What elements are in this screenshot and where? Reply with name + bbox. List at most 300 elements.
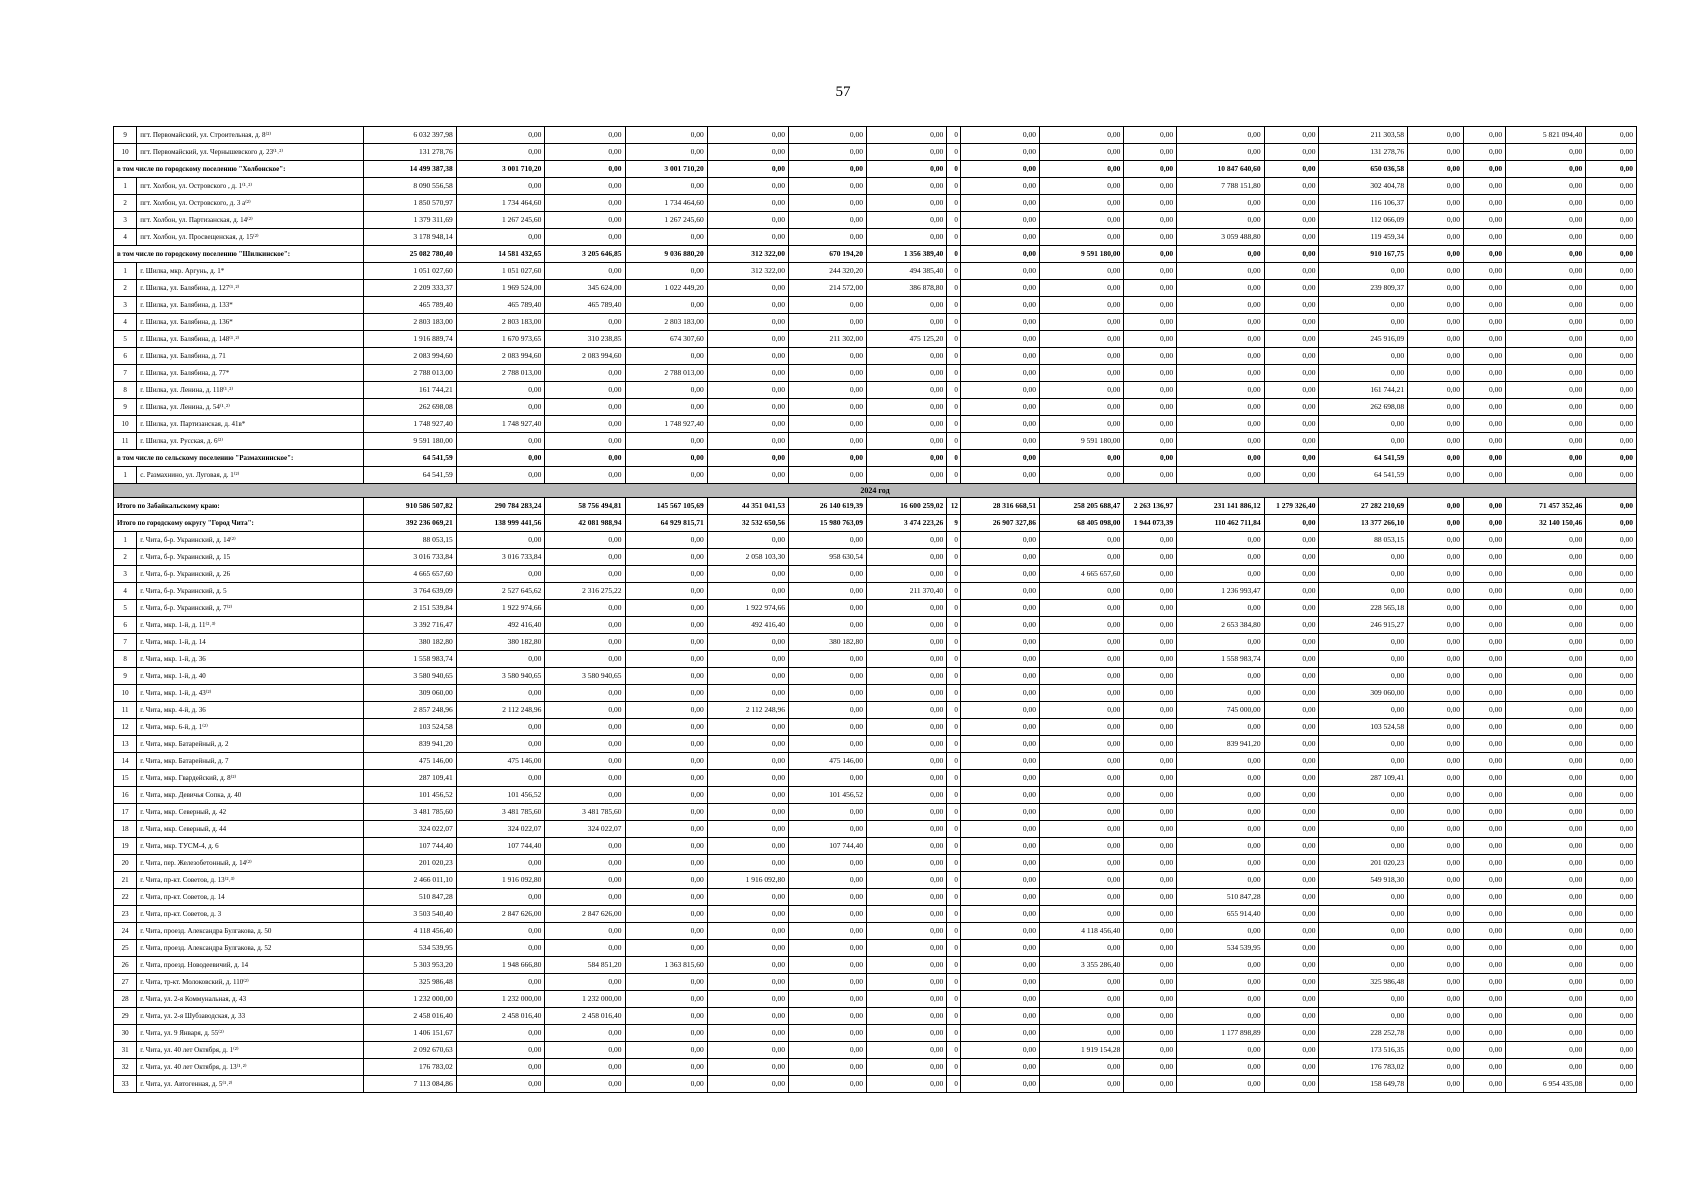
value-cell: 239 809,37	[1319, 280, 1408, 297]
value-cell: 0,00	[545, 940, 625, 957]
value-cell: 0,00	[545, 1025, 625, 1042]
value-cell: 0,00	[1463, 685, 1505, 702]
value-cell: 0,00	[545, 770, 625, 787]
value-cell: 0,00	[960, 450, 1039, 467]
value-cell: 324 022,07	[363, 821, 456, 838]
value-cell: 0,00	[1506, 263, 1586, 280]
value-cell: 0,00	[1264, 532, 1319, 549]
value-cell: 302 404,78	[1319, 178, 1408, 195]
value-cell: 0,00	[867, 923, 947, 940]
value-cell: 0,00	[1408, 838, 1464, 855]
value-cell: 0,00	[1463, 161, 1505, 178]
value-cell: 510 847,28	[363, 889, 456, 906]
subtotal-label: в том числе по городскому поселению "Холбонское":	[114, 161, 364, 178]
value-cell: 0,00	[1039, 331, 1123, 348]
value-cell: 0,00	[707, 331, 788, 348]
table-row	[114, 736, 1637, 753]
value-cell: 0,00	[1408, 161, 1464, 178]
value-cell: 0,00	[788, 433, 866, 450]
value-cell: 1 363 815,60	[625, 957, 707, 974]
value-cell: 0,00	[1124, 280, 1177, 297]
value-cell: 0,00	[1586, 195, 1637, 212]
address-cell: г. Чита, б-р. Украинский, д. 5	[137, 583, 364, 600]
value-cell: 310 238,85	[545, 331, 625, 348]
value-cell: 0,00	[707, 416, 788, 433]
value-cell: 0,00	[1319, 549, 1408, 566]
value-cell: 0,00	[1039, 787, 1123, 804]
value-cell: 0,00	[1177, 957, 1265, 974]
value-cell: 158 649,78	[1319, 1076, 1408, 1093]
value-cell: 0,00	[1408, 1059, 1464, 1076]
value-cell: 0,00	[1264, 1059, 1319, 1076]
address-cell: г. Чита, мкр. Северный, д. 44	[137, 821, 364, 838]
table-row	[114, 702, 1637, 719]
value-cell: 0,00	[1124, 753, 1177, 770]
value-cell: 0,00	[545, 736, 625, 753]
value-cell: 0,00	[1408, 991, 1464, 1008]
value-cell: 0,00	[1463, 566, 1505, 583]
value-cell: 0,00	[1124, 583, 1177, 600]
value-cell: 0	[947, 314, 961, 331]
table-row	[114, 144, 1637, 161]
value-cell: 2 112 248,96	[456, 702, 545, 719]
value-cell: 0,00	[1408, 1076, 1464, 1093]
value-cell: 0,00	[1408, 1008, 1464, 1025]
value-cell: 3 764 639,09	[363, 583, 456, 600]
table-row	[114, 770, 1637, 787]
value-cell: 0	[947, 770, 961, 787]
value-cell: 0,00	[788, 212, 866, 229]
year-label: 2024 год	[114, 484, 1637, 498]
value-cell: 0,00	[1124, 416, 1177, 433]
value-cell: 0,00	[1463, 532, 1505, 549]
value-cell: 0,00	[1506, 991, 1586, 1008]
value-cell: 0,00	[788, 668, 866, 685]
value-cell: 0,00	[1264, 348, 1319, 365]
value-cell: 0,00	[1463, 838, 1505, 855]
value-cell: 534 539,95	[1177, 940, 1265, 957]
value-cell: 0,00	[960, 1042, 1039, 1059]
row-number: 29	[114, 1008, 137, 1025]
address-cell: с. Размахнино, ул. Луговая, д. 1⁽²⁾	[137, 467, 364, 484]
address-cell: г. Шилка, ул. Ленина, д. 118⁽¹˒²⁾	[137, 382, 364, 399]
value-cell: 0,00	[1124, 450, 1177, 467]
value-cell: 0,00	[1408, 348, 1464, 365]
value-cell: 0	[947, 433, 961, 450]
value-cell: 58 756 494,81	[545, 498, 625, 515]
value-cell: 0,00	[1463, 331, 1505, 348]
value-cell: 1 734 464,60	[625, 195, 707, 212]
value-cell: 0,00	[1039, 940, 1123, 957]
value-cell: 0,00	[867, 872, 947, 889]
value-cell: 0,00	[1408, 753, 1464, 770]
value-cell: 0	[947, 991, 961, 1008]
table-row	[114, 634, 1637, 651]
value-cell: 10 847 640,60	[1177, 161, 1265, 178]
value-cell: 258 205 688,47	[1039, 498, 1123, 515]
table-body	[114, 127, 1637, 1093]
value-cell: 0,00	[1264, 399, 1319, 416]
value-cell: 0,00	[1264, 634, 1319, 651]
value-cell: 0,00	[1408, 382, 1464, 399]
address-cell: г. Чита, мкр. Девичья Сопка, д. 40	[137, 787, 364, 804]
value-cell: 0,00	[867, 668, 947, 685]
row-number: 6	[114, 348, 137, 365]
value-cell: 0,00	[1506, 195, 1586, 212]
value-cell: 138 999 441,56	[456, 515, 545, 532]
table-row	[114, 314, 1637, 331]
value-cell: 0,00	[1408, 855, 1464, 872]
value-cell: 0,00	[1177, 821, 1265, 838]
value-cell: 0,00	[1319, 906, 1408, 923]
value-cell: 110 462 711,84	[1177, 515, 1265, 532]
value-cell: 0,00	[456, 940, 545, 957]
value-cell: 0,00	[1586, 1025, 1637, 1042]
address-cell: г. Чита, проезд. Новодеевичий, д. 14	[137, 957, 364, 974]
value-cell: 0	[947, 668, 961, 685]
value-cell: 0,00	[1408, 144, 1464, 161]
capital-repair-table	[113, 126, 1637, 1093]
value-cell: 2 857 248,96	[363, 702, 456, 719]
value-cell: 0,00	[867, 651, 947, 668]
value-cell: 0,00	[788, 365, 866, 382]
value-cell: 0,00	[545, 532, 625, 549]
value-cell: 0,00	[960, 416, 1039, 433]
value-cell: 0,00	[545, 144, 625, 161]
value-cell: 0,00	[707, 1008, 788, 1025]
value-cell: 211 303,58	[1319, 127, 1408, 144]
value-cell: 0,00	[1177, 855, 1265, 872]
table-row	[114, 365, 1637, 382]
value-cell: 0,00	[960, 583, 1039, 600]
value-cell: 0,00	[1124, 195, 1177, 212]
value-cell: 0,00	[1177, 991, 1265, 1008]
value-cell: 0,00	[625, 532, 707, 549]
value-cell: 325 986,48	[363, 974, 456, 991]
value-cell: 0,00	[545, 263, 625, 280]
value-cell: 0,00	[1177, 314, 1265, 331]
value-cell: 0,00	[625, 872, 707, 889]
value-cell: 0,00	[1124, 736, 1177, 753]
value-cell: 0,00	[456, 1025, 545, 1042]
row-number: 8	[114, 651, 137, 668]
value-cell: 0,00	[960, 838, 1039, 855]
value-cell: 4 665 657,60	[1039, 566, 1123, 583]
value-cell: 0,00	[545, 617, 625, 634]
value-cell: 0	[947, 719, 961, 736]
table-row	[114, 974, 1637, 991]
value-cell: 0,00	[545, 1059, 625, 1076]
value-cell: 0,00	[625, 736, 707, 753]
address-cell: г. Чита, мкр. Северный, д. 42	[137, 804, 364, 821]
value-cell: 0,00	[1124, 617, 1177, 634]
value-cell: 107 744,40	[363, 838, 456, 855]
value-cell: 0,00	[1463, 787, 1505, 804]
row-number: 3	[114, 297, 137, 314]
value-cell: 0	[947, 467, 961, 484]
value-cell: 0,00	[867, 855, 947, 872]
value-cell: 3 016 733,84	[363, 549, 456, 566]
value-cell: 0,00	[1586, 974, 1637, 991]
table-row	[114, 838, 1637, 855]
value-cell: 0,00	[1586, 331, 1637, 348]
value-cell: 0,00	[1463, 515, 1505, 532]
value-cell: 0	[947, 600, 961, 617]
value-cell: 0,00	[625, 178, 707, 195]
value-cell: 0,00	[625, 685, 707, 702]
value-cell: 492 416,40	[456, 617, 545, 634]
address-cell: г. Чита, проезд. Александра Булгакова, д. 50	[137, 923, 364, 940]
value-cell: 0,00	[625, 229, 707, 246]
value-cell: 1 356 389,40	[867, 246, 947, 263]
value-cell: 0,00	[1506, 770, 1586, 787]
value-cell: 0,00	[1463, 382, 1505, 399]
value-cell: 0,00	[960, 957, 1039, 974]
value-cell: 8 090 556,58	[363, 178, 456, 195]
value-cell: 0,00	[1586, 1059, 1637, 1076]
value-cell: 312 322,00	[707, 246, 788, 263]
value-cell: 0,00	[1463, 1042, 1505, 1059]
value-cell: 0,00	[1463, 702, 1505, 719]
row-number: 27	[114, 974, 137, 991]
row-number: 23	[114, 906, 137, 923]
value-cell: 0,00	[1177, 450, 1265, 467]
capital-repair-table-container	[113, 126, 1637, 1093]
value-cell: 0,00	[1586, 549, 1637, 566]
table-row	[114, 583, 1637, 600]
value-cell: 1 177 898,89	[1177, 1025, 1265, 1042]
value-cell: 0,00	[1586, 314, 1637, 331]
row-number: 10	[114, 416, 137, 433]
value-cell: 1 916 889,74	[363, 331, 456, 348]
value-cell: 0,00	[788, 702, 866, 719]
value-cell: 101 456,52	[456, 787, 545, 804]
value-cell: 0,00	[1264, 161, 1319, 178]
value-cell: 0,00	[1319, 957, 1408, 974]
value-cell: 0,00	[1408, 229, 1464, 246]
value-cell: 0,00	[1463, 617, 1505, 634]
value-cell: 64 541,59	[1319, 467, 1408, 484]
table-row	[114, 668, 1637, 685]
value-cell: 839 941,20	[363, 736, 456, 753]
value-cell: 0,00	[625, 127, 707, 144]
row-number: 10	[114, 685, 137, 702]
value-cell: 0,00	[1463, 1025, 1505, 1042]
value-cell: 0,00	[545, 195, 625, 212]
value-cell: 0,00	[1177, 297, 1265, 314]
value-cell: 0,00	[456, 532, 545, 549]
value-cell: 0,00	[707, 583, 788, 600]
value-cell: 386 878,80	[867, 280, 947, 297]
value-cell: 0,00	[867, 753, 947, 770]
value-cell: 0,00	[1319, 923, 1408, 940]
value-cell: 0,00	[867, 770, 947, 787]
value-cell: 0,00	[1177, 532, 1265, 549]
value-cell: 0,00	[1408, 416, 1464, 433]
value-cell: 0,00	[1124, 1042, 1177, 1059]
value-cell: 2 083 994,60	[545, 348, 625, 365]
value-cell: 0,00	[788, 651, 866, 668]
value-cell: 2 653 384,80	[1177, 617, 1265, 634]
value-cell: 14 499 387,38	[363, 161, 456, 178]
value-cell: 0,00	[1506, 1008, 1586, 1025]
year-header-row	[114, 484, 1637, 498]
value-cell: 0,00	[1506, 416, 1586, 433]
value-cell: 5 303 953,20	[363, 957, 456, 974]
value-cell: 0,00	[1463, 1008, 1505, 1025]
value-cell: 0,00	[960, 1059, 1039, 1076]
value-cell: 0,00	[1039, 365, 1123, 382]
value-cell: 3 481 785,60	[363, 804, 456, 821]
value-cell: 0,00	[1408, 889, 1464, 906]
value-cell: 0,00	[1319, 583, 1408, 600]
value-cell: 0,00	[1124, 1076, 1177, 1093]
table-row	[114, 467, 1637, 484]
row-number: 1	[114, 263, 137, 280]
value-cell: 0,00	[1463, 770, 1505, 787]
value-cell: 4 118 456,40	[363, 923, 456, 940]
value-cell: 0,00	[707, 433, 788, 450]
value-cell: 0,00	[960, 974, 1039, 991]
value-cell: 839 941,20	[1177, 736, 1265, 753]
value-cell: 0,00	[1408, 246, 1464, 263]
value-cell: 0,00	[1586, 651, 1637, 668]
value-cell: 262 698,08	[363, 399, 456, 416]
value-cell: 0,00	[788, 855, 866, 872]
value-cell: 64 541,59	[1319, 450, 1408, 467]
value-cell: 0,00	[1506, 974, 1586, 991]
value-cell: 0,00	[1506, 566, 1586, 583]
value-cell: 0,00	[1463, 872, 1505, 889]
value-cell: 0,00	[1506, 178, 1586, 195]
value-cell: 0,00	[960, 770, 1039, 787]
address-cell: г. Чита, ул. 2-я Шубзаводская, д. 33	[137, 1008, 364, 1025]
value-cell: 0,00	[1264, 940, 1319, 957]
address-cell: г. Чита, пер. Железобетонный, д. 14⁽²⁾	[137, 855, 364, 872]
value-cell: 0,00	[1124, 634, 1177, 651]
value-cell: 0,00	[1319, 348, 1408, 365]
row-number: 30	[114, 1025, 137, 1042]
value-cell: 4 665 657,60	[363, 566, 456, 583]
value-cell: 0,00	[1039, 263, 1123, 280]
value-cell: 0,00	[1463, 974, 1505, 991]
value-cell: 0,00	[1506, 702, 1586, 719]
value-cell: 201 020,23	[1319, 855, 1408, 872]
value-cell: 0	[947, 161, 961, 178]
address-cell: г. Чита, б-р. Украинский, д. 26	[137, 566, 364, 583]
value-cell: 0,00	[1264, 651, 1319, 668]
address-cell: пгт. Первомайский, ул. Чернышевского д. 23⁽¹˒²⁾	[137, 144, 364, 161]
value-cell: 0,00	[1264, 787, 1319, 804]
value-cell: 0,00	[707, 297, 788, 314]
value-cell: 0,00	[1408, 498, 1464, 515]
value-cell: 1 850 570,97	[363, 195, 456, 212]
value-cell: 0,00	[1463, 314, 1505, 331]
value-cell: 0,00	[867, 161, 947, 178]
value-cell: 0,00	[867, 821, 947, 838]
value-cell: 0,00	[1463, 144, 1505, 161]
value-cell: 0,00	[788, 736, 866, 753]
value-cell: 0,00	[1177, 770, 1265, 787]
value-cell: 0,00	[960, 940, 1039, 957]
value-cell: 0,00	[1039, 399, 1123, 416]
value-cell: 0,00	[707, 668, 788, 685]
value-cell: 0,00	[1463, 467, 1505, 484]
value-cell: 1 558 983,74	[363, 651, 456, 668]
value-cell: 0,00	[1586, 297, 1637, 314]
value-cell: 0,00	[1586, 668, 1637, 685]
value-cell: 42 081 988,94	[545, 515, 625, 532]
value-cell: 0,00	[1586, 923, 1637, 940]
value-cell: 0,00	[960, 433, 1039, 450]
value-cell: 0,00	[545, 600, 625, 617]
value-cell: 0,00	[1264, 957, 1319, 974]
value-cell: 0,00	[625, 940, 707, 957]
value-cell: 0	[947, 974, 961, 991]
value-cell: 0,00	[707, 889, 788, 906]
value-cell: 0,00	[456, 450, 545, 467]
value-cell: 0,00	[960, 685, 1039, 702]
value-cell: 2 458 016,40	[363, 1008, 456, 1025]
value-cell: 0,00	[545, 566, 625, 583]
value-cell: 107 744,40	[456, 838, 545, 855]
value-cell: 0,00	[1124, 804, 1177, 821]
value-cell: 0,00	[625, 991, 707, 1008]
value-cell: 0,00	[1039, 348, 1123, 365]
value-cell: 0,00	[456, 178, 545, 195]
value-cell: 0,00	[867, 991, 947, 1008]
value-cell: 3 580 940,65	[456, 668, 545, 685]
address-cell: г. Шилка, ул. Балябина, д. 77*	[137, 365, 364, 382]
value-cell: 0,00	[1586, 365, 1637, 382]
value-cell: 0,00	[1124, 872, 1177, 889]
value-cell: 1 670 973,65	[456, 331, 545, 348]
value-cell: 2 527 645,62	[456, 583, 545, 600]
value-cell: 0,00	[1264, 736, 1319, 753]
value-cell: 380 182,80	[788, 634, 866, 651]
value-cell: 0,00	[1124, 651, 1177, 668]
value-cell: 0,00	[1463, 229, 1505, 246]
value-cell: 0,00	[1506, 365, 1586, 382]
value-cell: 0,00	[707, 399, 788, 416]
value-cell: 0,00	[788, 923, 866, 940]
value-cell: 0,00	[1264, 280, 1319, 297]
value-cell: 0,00	[707, 753, 788, 770]
address-cell: г. Шилка, ул. Балябина, д. 136*	[137, 314, 364, 331]
value-cell: 0,00	[1264, 855, 1319, 872]
value-cell: 0,00	[625, 821, 707, 838]
value-cell: 0,00	[1124, 668, 1177, 685]
value-cell: 0,00	[707, 770, 788, 787]
value-cell: 1 232 000,00	[456, 991, 545, 1008]
value-cell: 309 060,00	[363, 685, 456, 702]
table-row	[114, 651, 1637, 668]
value-cell: 0,00	[1586, 685, 1637, 702]
value-cell: 0,00	[707, 855, 788, 872]
value-cell: 0,00	[1124, 399, 1177, 416]
value-cell: 0,00	[788, 127, 866, 144]
value-cell: 0,00	[1408, 399, 1464, 416]
value-cell: 312 322,00	[707, 263, 788, 280]
address-cell: г. Чита, б-р. Украинский, д. 14⁽²⁾	[137, 532, 364, 549]
value-cell: 0,00	[788, 600, 866, 617]
value-cell: 0,00	[1264, 450, 1319, 467]
value-cell: 0,00	[960, 144, 1039, 161]
value-cell: 0,00	[456, 1059, 545, 1076]
value-cell: 0,00	[1506, 331, 1586, 348]
value-cell: 0,00	[1408, 195, 1464, 212]
value-cell: 6 954 435,08	[1506, 1076, 1586, 1093]
